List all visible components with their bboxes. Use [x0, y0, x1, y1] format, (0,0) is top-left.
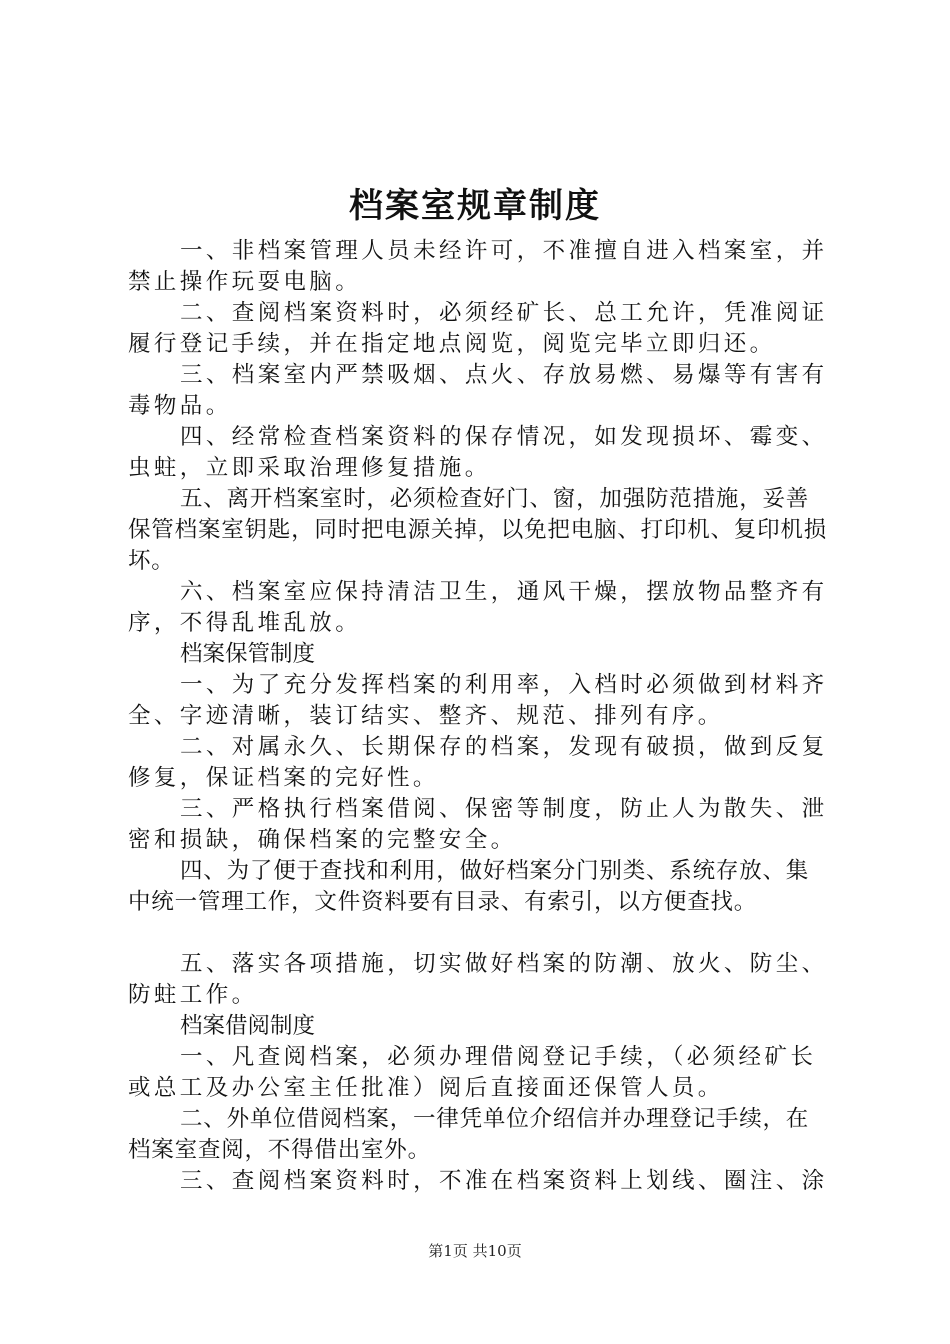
document-body	[128, 236, 828, 1197]
paragraph: 三、档案室内严禁吸烟、点火、存放易燃、易爆等有害有毒物品。	[128, 362, 828, 419]
paragraph: 二、查阅档案资料时，必须经矿长、总工允许，凭准阅证履行登记手续，并在指定地点阅览，阅览完毕立即归还。	[128, 300, 828, 357]
paragraph: 一、凡查阅档案，必须办理借阅登记手续，（必须经矿长或总工及办公室主任批准）阅后直接面还保管人员。	[128, 1044, 817, 1101]
paragraph: 三、查阅档案资料时，不准在档案资料上划线、圈注、涂	[180, 1168, 828, 1194]
page-footer: 第1页 共10页	[428, 1242, 522, 1260]
paragraph-gap	[128, 918, 828, 949]
paragraph: 二、外单位借阅档案，一律凭单位介绍信并办理登记手续，在档案室查阅，不得借出室外。	[128, 1106, 810, 1163]
section-heading: 档案借阅制度	[180, 1013, 316, 1039]
paragraph: 二、对属永久、长期保存的档案，发现有破损，做到反复修复，保证档案的完好性。	[128, 734, 828, 791]
paragraph: 六、档案室应保持清洁卫生，通风干燥，摆放物品整齐有序，不得乱堆乱放。	[128, 579, 828, 636]
paragraph: 五、离开档案室时，必须检查好门、窗，加强防范措施，妥善保管档案室钥匙，同时把电源关掉，以免把电脑、打印机、复印机损坏。	[128, 486, 828, 574]
document-title: 档案室规章制度	[349, 186, 601, 226]
section-heading: 档案保管制度	[180, 641, 316, 667]
paragraph: 四、为了便于查找和利用，做好档案分门别类、系统存放、集中统一管理工作，文件资料要有目录、有索引，以方便查找。	[128, 858, 810, 915]
paragraph: 一、为了充分发挥档案的利用率，入档时必须做到材料齐全、字迹清晰，装订结实、整齐、规范、排列有序。	[128, 672, 828, 729]
paragraph: 一、非档案管理人员未经许可，不准擅自进入档案室，并禁止操作玩耍电脑。	[128, 238, 828, 295]
paragraph: 三、严格执行档案借阅、保密等制度，防止人为散失、泄密和损缺，确保档案的完整安全。	[128, 796, 828, 853]
paragraph: 五、落实各项措施，切实做好档案的防潮、放火、防尘、防蛀工作。	[128, 951, 828, 1008]
paragraph: 四、经常检查档案资料的保存情况，如发现损坏、霉变、虫蛀，立即采取治理修复措施。	[128, 424, 828, 481]
